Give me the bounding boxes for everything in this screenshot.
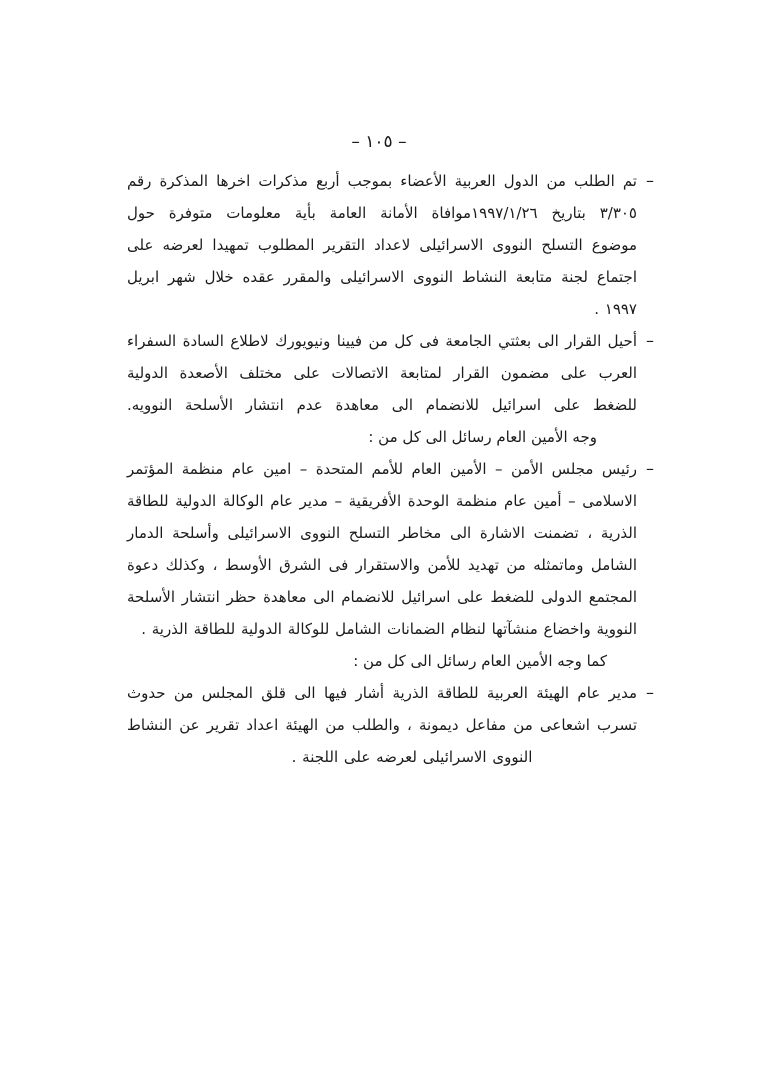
text-line: النووية واخضاع منشآتها لنظام الضمانات الشامل للوكالة الدولية للطاقة الذرية . [141,620,637,638]
text-line: رئيس مجلس الأمن – الأمين العام للأمم المتحدة – امين عام منظمة المؤتمر [127,460,637,478]
dash-bullet: – [646,331,654,350]
page-number: – ١٠٥ – [351,132,407,152]
paragraph-lines [127,453,637,645]
text-line: المجتمع الدولى للضغط على اسرائيل للانضمام الى معاهدة حظر انتشار الأسلحة [127,588,637,606]
text-line: موضوع التسلح النووى الاسرائيلى لاعداد التقرير المطلوب تمهيدا لعرضه على [127,236,637,254]
paragraph-lines [127,677,637,773]
text-line: تم الطلب من الدول العربية الأعضاء بموجب أربع مذكرات اخرها المذكرة رقم [127,172,637,190]
lead-line-2: كما وجه الأمين العام رسائل الى كل من : [353,652,607,670]
dash-bullet: – [646,683,654,702]
text-line: النووى الاسرائيلى لعرضه على اللجنة . [291,748,533,766]
text-line: الشامل وماتمثله من تهديد للأمن والاستقرار فى الشرق الأوسط ، وكذلك دعوة [127,556,637,574]
text-line: للضغط على اسرائيل للانضمام الى معاهدة عدم انتشار الأسلحة النوويه. [127,396,637,414]
text-line: تسرب اشعاعى من مفاعل ديمونة ، والطلب من الهيئة اعداد تقرير عن النشاط [127,716,637,734]
text-line: أحيل القرار الى بعثتي الجامعة فى كل من فيينا ونيويورك لاطلاع السادة السفراء [127,332,637,350]
bullet-paragraph-2 [95,325,663,421]
paragraph-lines [127,325,637,421]
dash-bullet: – [646,459,654,478]
document-content [95,130,663,773]
text-line: مدير عام الهيئة العربية للطاقة الذرية أشار فيها الى قلق المجلس من حدوث [127,684,637,702]
text-line: العرب على مضمون القرار لمتابعة الاتصالات على مختلف الأصعدة الدولية [127,364,637,382]
lead-line-1: وجه الأمين العام رسائل الى كل من : [368,428,597,446]
text-line: اجتماع لجنة متابعة النشاط النووى الاسرائيلى والمقرر عقده خلال شهر ابريل [127,268,637,286]
text-line: ١٩٩٧ . [594,300,637,318]
dash-bullet: – [646,171,654,190]
bullet-paragraph-1 [95,165,663,325]
bullet-paragraph-4 [95,677,663,773]
paragraph-lines [127,165,637,325]
text-line: ٣/٣٠٥ بتاريخ ١٩٩٧/١/٢٦موافاة الأمانة العامة بأية معلومات متوفرة حول [127,204,637,222]
text-line: الذرية ، تضمنت الاشارة الى مخاطر التسلح النووى الاسرائيلى وأسلحة الدمار [127,524,637,542]
bullet-paragraph-3 [95,453,663,645]
text-line: الاسلامى – أمين عام منظمة الوحدة الأفريقية – مدير عام الوكالة الدولية للطاقة [127,492,637,510]
